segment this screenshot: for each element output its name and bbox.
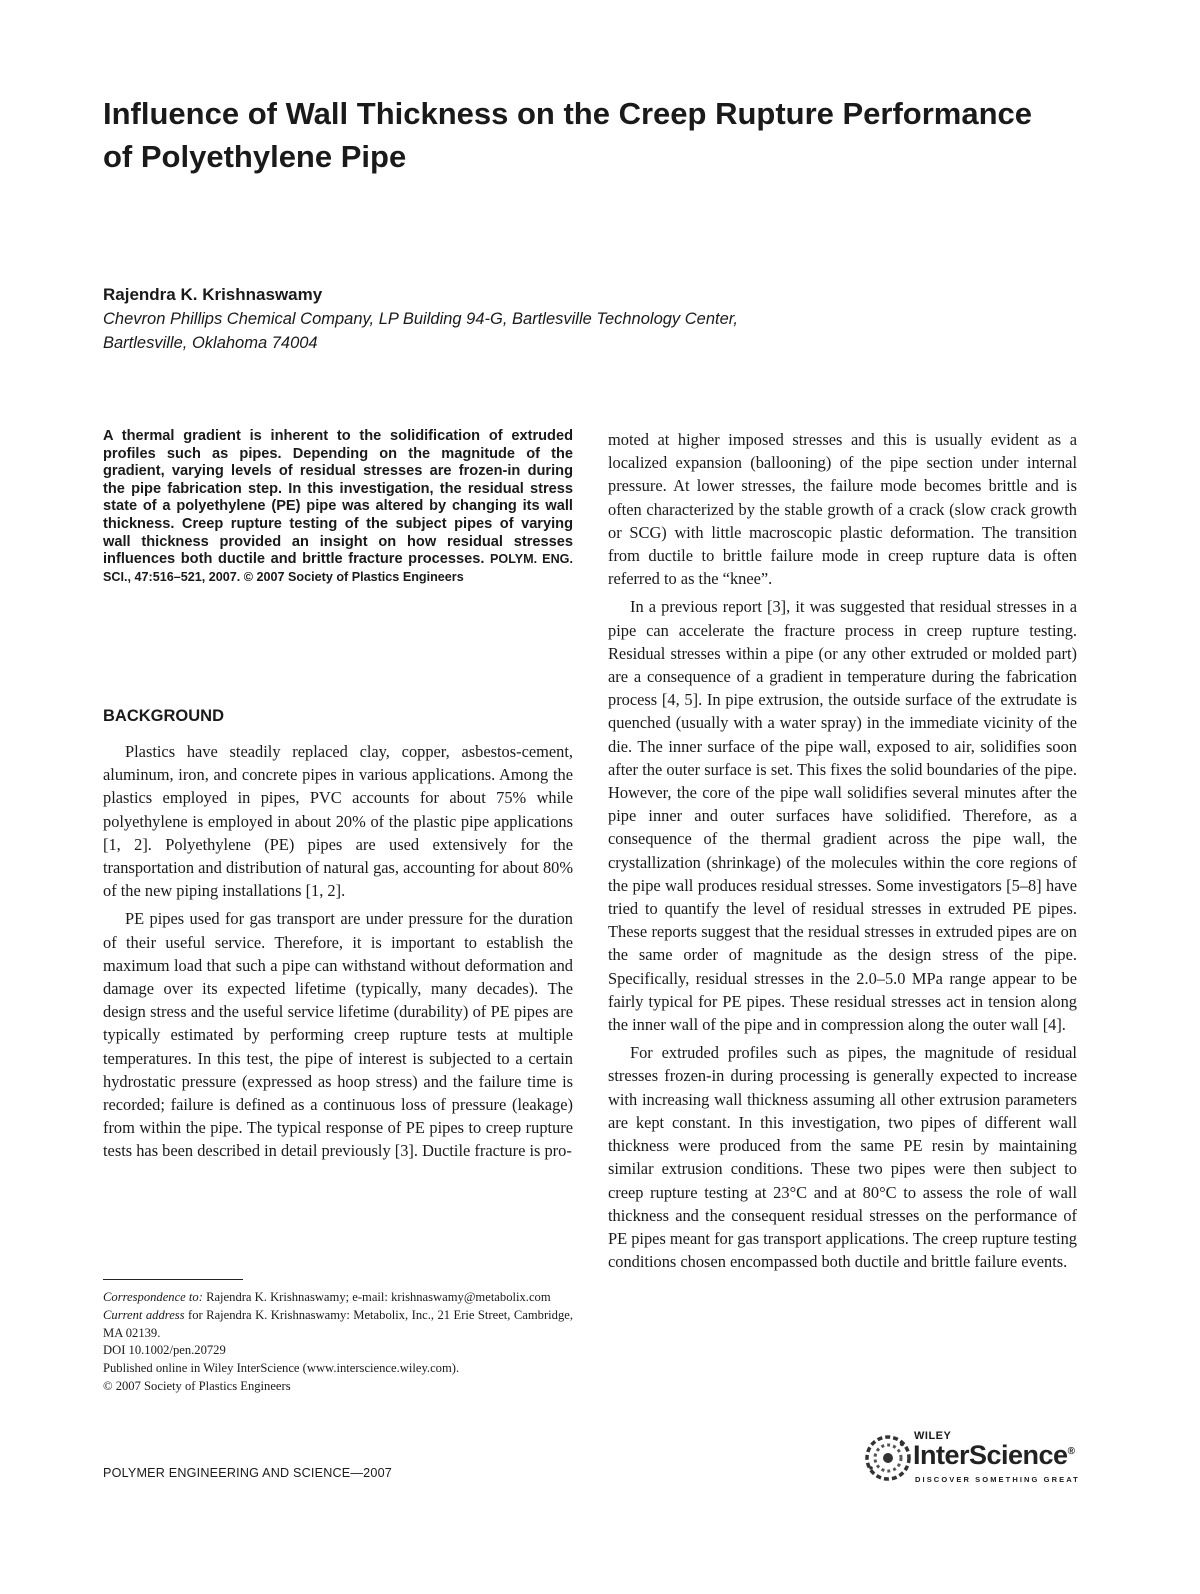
logo-publisher: WILEY	[914, 1430, 952, 1442]
body-paragraph-continued: moted at higher imposed stresses and this is usually evident as a localized expansion (ballooning) of the pipe section under internal pressure. At lower stresses, the failure mode becomes brittle and is often characterized by the stable growth of a crack (slow crack growth or SCG) with little macroscopic plastic deformation. The transition from ductile to brittle failure mode in creep rupture data is often referred to as the “knee”.	[608, 430, 1077, 589]
correspondence-text: Rajendra K. Krishnaswamy; e-mail: krishnaswamy@metabolix.com	[202, 1290, 551, 1304]
logo-brand	[913, 1440, 1074, 1471]
affiliation-line-1: Chevron Phillips Chemical Company, LP Building 94-G, Bartlesville Technology Center,	[103, 310, 738, 328]
footnote-correspondence	[103, 1289, 573, 1307]
body-column-right	[608, 428, 1077, 1278]
body-column-left	[103, 740, 573, 1168]
body-paragraph: In a previous report [3], it was suggested that residual stresses in a pipe can accelerate the fracture process in creep rupture testing. Residual stresses within a pipe (or any other extruded or molded part) are a consequence of a gradient in temperature during the fabrication process [4, 5]. In pipe extrusion, the outside surface of the extrudate is quenched (usually with a water spray) in the immediate vicinity of the die. The inner surface of the pipe wall, exposed to air, solidifies soon after the outer surface is set. This fixes the solid boundaries of the pipe. However, the core of the pipe wall solidifies several minutes after the pipe inner and outer surfaces have solidified. Therefore, as a consequence of the thermal gradient across the pipe wall, the crystallization (shrinkage) of the molecules within the core regions of the pipe wall produces residual stresses. Some investigators [5–8] have tried to quantify the level of residual stresses in extruded PE pipes. These reports suggest that the residual stresses in extruded pipes are on the same order of magnitude as the design stress of the pipe. Specifically, residual stresses in the 2.0–5.0 MPa range appear to be fairly typical for PE pipes. These residual stresses act in tension along the inner wall of the pipe and in compression along the outer wall [4].	[608, 597, 1077, 1035]
logo-brand-text: InterScience	[913, 1440, 1068, 1470]
author-name: Rajendra K. Krishnaswamy	[103, 285, 323, 304]
affiliation-line-2: Bartlesville, Oklahoma 74004	[103, 334, 318, 352]
logo-registered-mark: ®	[1067, 1446, 1075, 1457]
abstract	[103, 428, 573, 586]
footnote-divider	[103, 1279, 243, 1280]
wiley-interscience-logo	[862, 1430, 1082, 1492]
footnote-copyright: © 2007 Society of Plastics Engineers	[103, 1378, 291, 1393]
footnote-published: Published online in Wiley InterScience (www.interscience.wiley.com).	[103, 1361, 460, 1376]
correspondence-label: Correspondence to:	[103, 1290, 203, 1304]
author-affiliation	[103, 307, 883, 355]
footnote-current-address	[103, 1307, 573, 1343]
current-address-text: for Rajendra K. Krishnaswamy: Metabolix, Inc., 21 Erie Street, Cambridge, MA 02139.	[103, 1307, 573, 1340]
current-address-label: Current address	[103, 1307, 185, 1322]
footnote-doi: DOI 10.1002/pen.20729	[103, 1343, 226, 1358]
footnotes	[103, 1289, 573, 1396]
paper-title: Influence of Wall Thickness on the Creep Rupture Performance of Polyethylene Pipe	[103, 96, 1033, 174]
interscience-logo-icon	[862, 1432, 914, 1484]
section-heading-background: BACKGROUND	[103, 707, 224, 725]
abstract-citation: POLYM. ENG. SCI., 47:516–521, 2007. © 2007 Society of Plastics Engineers	[103, 552, 573, 584]
body-paragraph: For extruded profiles such as pipes, the magnitude of residual stresses frozen-in during processing is generally expected to increase with increasing wall thickness assuming all other extrusion parameters are kept constant. In this investigation, two pipes of different wall thickness were produced from the same PE resin by maintaining similar extrusion conditions. These two pipes were then subject to creep rupture testing at 23°C and at 80°C to assess the role of wall thickness and the consequent residual stresses on the performance of PE pipes meant for gas transport applications. The creep rupture testing conditions chosen encompassed both ductile and brittle failure events.	[608, 1043, 1077, 1272]
page-footer-journal: POLYMER ENGINEERING AND SCIENCE—2007	[103, 1466, 393, 1480]
body-paragraph: PE pipes used for gas transport are under pressure for the duration of their useful service. Therefore, it is important to establish the maximum load that such a pipe can withstand without deformation and damage over its expected lifetime (typically, many decades). The design stress and the useful service lifetime (durability) of PE pipes are typically estimated by performing creep rupture tests at multiple temperatures. In this test, the pipe of interest is subjected to a certain hydrostatic pressure (expressed as hoop stress) and the failure time is recorded; failure is defined as a continuous loss of pressure (leakage) from within the pipe. The typical response of PE pipes to creep rupture tests has been described in detail previously [3]. Ductile fracture is pro-	[103, 909, 573, 1161]
logo-tagline: DISCOVER SOMETHING GREAT	[915, 1475, 1080, 1484]
body-paragraph: Plastics have steadily replaced clay, copper, asbestos-cement, aluminum, iron, and concrete pipes in various applications. Among the plastics employed in pipes, PVC accounts for about 75% while polyethylene is employed in about 20% of the plastic pipe applications [1, 2]. Polyethylene (PE) pipes are used extensively for the transportation and distribution of natural gas, accounting for about 80% of the new piping installations [1, 2].	[103, 742, 573, 901]
abstract-text: A thermal gradient is inherent to the solidification of extruded profiles such as pipes. Depending on the magnitude of the gradient, varying levels of residual stresses are frozen-in during the pipe fabrication step. In this investigation, the residual stress state of a polyethylene (PE) pipe was altered by changing its wall thickness. Creep rupture testing of the subject pipes of varying wall thickness provided an insight on how residual stresses influences both ductile and brittle fracture processes.	[103, 428, 573, 568]
